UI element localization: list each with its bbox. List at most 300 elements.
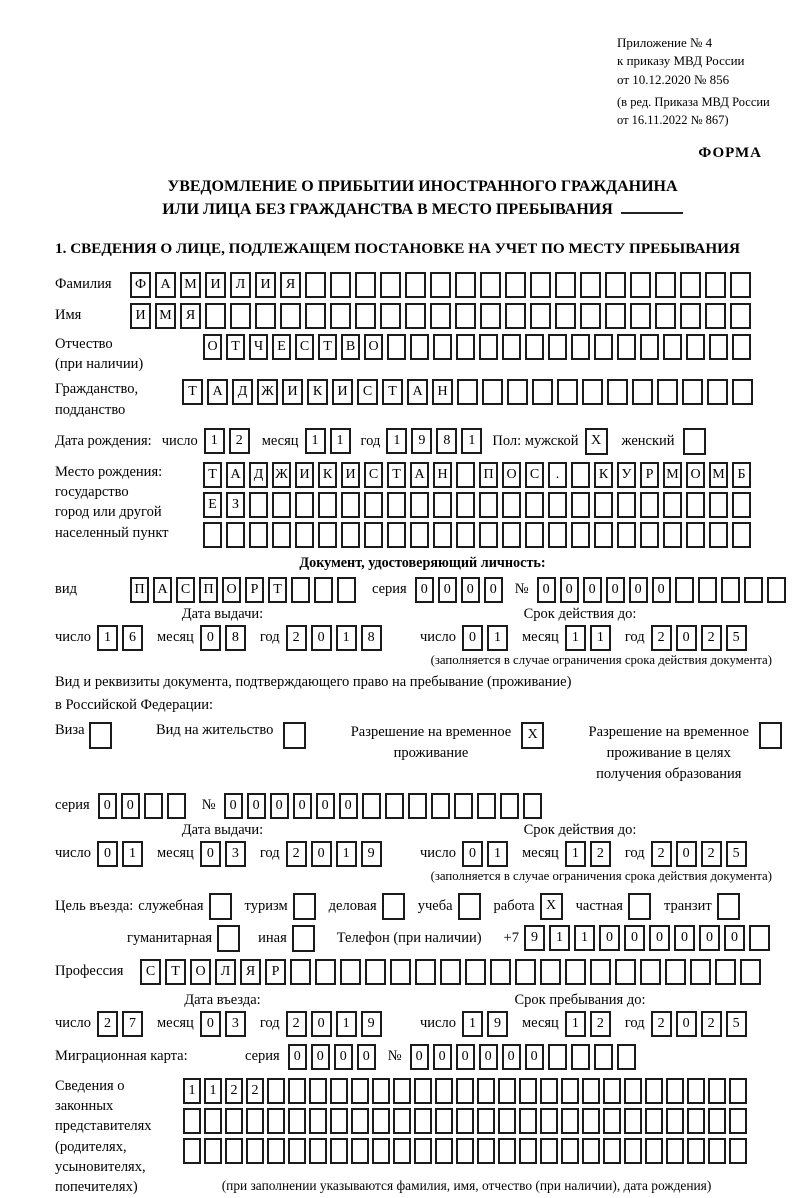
form-cell[interactable] xyxy=(617,492,636,518)
form-cell[interactable] xyxy=(433,492,452,518)
form-cell[interactable] xyxy=(479,492,498,518)
form-cell[interactable]: 8 xyxy=(436,428,457,454)
form-cell[interactable]: 1 xyxy=(462,1011,483,1037)
form-cell[interactable]: X xyxy=(521,722,544,749)
form-cell[interactable] xyxy=(715,959,736,985)
form-cell[interactable] xyxy=(465,959,486,985)
form-cell[interactable] xyxy=(525,492,544,518)
form-cell[interactable]: 1 xyxy=(330,428,351,454)
form-cell[interactable] xyxy=(456,1138,474,1164)
form-cell[interactable] xyxy=(280,303,301,329)
form-cell[interactable] xyxy=(498,1078,516,1104)
form-cell[interactable] xyxy=(630,303,651,329)
form-cell[interactable]: 1 xyxy=(183,1078,201,1104)
form-cell[interactable]: Т xyxy=(226,334,245,360)
residence-permit-checkbox[interactable] xyxy=(283,722,310,749)
form-cell[interactable] xyxy=(410,522,429,548)
form-cell[interactable]: П xyxy=(479,462,498,488)
form-cell[interactable] xyxy=(387,522,406,548)
form-cell[interactable] xyxy=(582,1108,600,1134)
form-cell[interactable] xyxy=(204,1108,222,1134)
form-cell[interactable]: Я xyxy=(240,959,261,985)
form-cell[interactable] xyxy=(456,522,475,548)
purpose-other-checkbox[interactable] xyxy=(292,925,319,952)
form-cell[interactable] xyxy=(283,722,306,749)
form-cell[interactable] xyxy=(435,1078,453,1104)
purpose-business-checkbox[interactable] xyxy=(382,893,409,920)
form-cell[interactable] xyxy=(502,492,521,518)
form-cell[interactable] xyxy=(507,379,528,405)
form-cell[interactable] xyxy=(477,1078,495,1104)
form-cell[interactable]: 0 xyxy=(438,577,457,603)
form-cell[interactable] xyxy=(729,1138,747,1164)
form-cell[interactable]: 0 xyxy=(433,1044,452,1070)
visa-checkbox[interactable] xyxy=(89,722,116,749)
form-cell[interactable] xyxy=(405,272,426,298)
form-cell[interactable]: С xyxy=(357,379,378,405)
form-cell[interactable] xyxy=(457,379,478,405)
form-cell[interactable] xyxy=(705,272,726,298)
form-cell[interactable] xyxy=(330,1138,348,1164)
form-cell[interactable] xyxy=(767,577,786,603)
form-cell[interactable] xyxy=(580,272,601,298)
form-cell[interactable]: Т xyxy=(165,959,186,985)
form-cell[interactable] xyxy=(183,1108,201,1134)
form-cell[interactable] xyxy=(561,1138,579,1164)
form-cell[interactable]: 0 xyxy=(652,577,671,603)
form-cell[interactable] xyxy=(295,522,314,548)
form-cell[interactable]: И xyxy=(205,272,226,298)
form-cell[interactable]: X xyxy=(585,428,608,455)
form-cell[interactable] xyxy=(519,1138,537,1164)
form-cell[interactable]: 0 xyxy=(724,925,745,951)
form-cell[interactable] xyxy=(628,893,651,920)
form-cell[interactable] xyxy=(482,379,503,405)
form-cell[interactable] xyxy=(540,1108,558,1134)
form-cell[interactable]: П xyxy=(199,577,218,603)
form-cell[interactable]: 0 xyxy=(200,841,221,867)
form-cell[interactable] xyxy=(686,492,705,518)
form-cell[interactable]: С xyxy=(295,334,314,360)
form-cell[interactable]: 0 xyxy=(98,793,117,819)
form-cell[interactable] xyxy=(456,334,475,360)
form-cell[interactable]: Л xyxy=(230,272,251,298)
form-cell[interactable] xyxy=(666,1108,684,1134)
form-cell[interactable]: Т xyxy=(182,379,203,405)
form-cell[interactable] xyxy=(663,492,682,518)
form-cell[interactable] xyxy=(730,303,751,329)
form-cell[interactable]: 1 xyxy=(97,625,118,651)
form-cell[interactable]: 2 xyxy=(590,841,611,867)
form-cell[interactable] xyxy=(385,793,404,819)
form-cell[interactable] xyxy=(410,334,429,360)
form-cell[interactable]: С xyxy=(140,959,161,985)
form-cell[interactable] xyxy=(225,1108,243,1134)
form-cell[interactable] xyxy=(655,272,676,298)
form-cell[interactable]: 3 xyxy=(225,841,246,867)
form-cell[interactable] xyxy=(291,577,310,603)
form-cell[interactable] xyxy=(410,492,429,518)
form-cell[interactable] xyxy=(540,1138,558,1164)
form-cell[interactable] xyxy=(721,577,740,603)
form-cell[interactable] xyxy=(209,893,232,920)
form-cell[interactable] xyxy=(246,1138,264,1164)
form-cell[interactable]: Е xyxy=(272,334,291,360)
form-cell[interactable] xyxy=(557,379,578,405)
form-cell[interactable]: 0 xyxy=(293,793,312,819)
form-cell[interactable]: 2 xyxy=(701,1011,722,1037)
form-cell[interactable] xyxy=(372,1078,390,1104)
form-cell[interactable]: 2 xyxy=(701,841,722,867)
form-cell[interactable]: 1 xyxy=(565,841,586,867)
form-cell[interactable] xyxy=(167,793,186,819)
form-cell[interactable]: О xyxy=(222,577,241,603)
form-cell[interactable]: 0 xyxy=(676,841,697,867)
form-cell[interactable] xyxy=(477,793,496,819)
form-cell[interactable] xyxy=(594,334,613,360)
form-cell[interactable] xyxy=(665,959,686,985)
form-cell[interactable]: 0 xyxy=(525,1044,544,1070)
form-cell[interactable]: 0 xyxy=(200,1011,221,1037)
form-cell[interactable] xyxy=(582,1138,600,1164)
form-cell[interactable] xyxy=(351,1138,369,1164)
form-cell[interactable]: М xyxy=(180,272,201,298)
form-cell[interactable] xyxy=(605,272,626,298)
form-cell[interactable] xyxy=(272,522,291,548)
form-cell[interactable]: Л xyxy=(215,959,236,985)
form-cell[interactable] xyxy=(309,1078,327,1104)
form-cell[interactable]: 0 xyxy=(676,625,697,651)
form-cell[interactable]: Е xyxy=(203,492,222,518)
form-cell[interactable]: . xyxy=(548,462,567,488)
form-cell[interactable] xyxy=(500,793,519,819)
form-cell[interactable] xyxy=(435,1108,453,1134)
form-cell[interactable] xyxy=(590,959,611,985)
form-cell[interactable] xyxy=(687,1078,705,1104)
form-cell[interactable] xyxy=(708,1108,726,1134)
form-cell[interactable] xyxy=(502,522,521,548)
form-cell[interactable] xyxy=(272,492,291,518)
form-cell[interactable] xyxy=(530,272,551,298)
form-cell[interactable] xyxy=(686,522,705,548)
form-cell[interactable] xyxy=(372,1138,390,1164)
form-cell[interactable]: 0 xyxy=(699,925,720,951)
form-cell[interactable] xyxy=(663,522,682,548)
form-cell[interactable] xyxy=(617,334,636,360)
form-cell[interactable] xyxy=(477,1138,495,1164)
form-cell[interactable] xyxy=(730,272,751,298)
form-cell[interactable]: А xyxy=(153,577,172,603)
form-cell[interactable]: 0 xyxy=(484,577,503,603)
form-cell[interactable]: К xyxy=(594,462,613,488)
form-cell[interactable] xyxy=(267,1108,285,1134)
form-cell[interactable]: 0 xyxy=(456,1044,475,1070)
form-cell[interactable] xyxy=(607,379,628,405)
form-cell[interactable] xyxy=(502,334,521,360)
form-cell[interactable]: 0 xyxy=(270,793,289,819)
form-cell[interactable] xyxy=(337,577,356,603)
form-cell[interactable] xyxy=(690,959,711,985)
form-cell[interactable]: М xyxy=(155,303,176,329)
form-cell[interactable] xyxy=(505,272,526,298)
form-cell[interactable] xyxy=(408,793,427,819)
form-cell[interactable]: В xyxy=(341,334,360,360)
form-cell[interactable] xyxy=(341,492,360,518)
form-cell[interactable] xyxy=(603,1078,621,1104)
form-cell[interactable]: 0 xyxy=(311,1011,332,1037)
form-cell[interactable] xyxy=(414,1108,432,1134)
form-cell[interactable]: 0 xyxy=(121,793,140,819)
form-cell[interactable]: 6 xyxy=(122,625,143,651)
form-cell[interactable] xyxy=(433,522,452,548)
form-cell[interactable]: 0 xyxy=(311,841,332,867)
form-cell[interactable]: Д xyxy=(232,379,253,405)
form-cell[interactable] xyxy=(292,925,315,952)
form-cell[interactable]: 1 xyxy=(386,428,407,454)
form-cell[interactable] xyxy=(640,492,659,518)
form-cell[interactable] xyxy=(305,303,326,329)
form-cell[interactable] xyxy=(382,893,405,920)
form-cell[interactable]: 0 xyxy=(316,793,335,819)
form-cell[interactable]: 0 xyxy=(606,577,625,603)
form-cell[interactable] xyxy=(571,492,590,518)
form-cell[interactable]: 0 xyxy=(334,1044,353,1070)
form-cell[interactable]: 1 xyxy=(336,1011,357,1037)
form-cell[interactable] xyxy=(532,379,553,405)
form-cell[interactable] xyxy=(89,722,112,749)
form-cell[interactable] xyxy=(571,522,590,548)
form-cell[interactable]: М xyxy=(663,462,682,488)
form-cell[interactable] xyxy=(479,522,498,548)
purpose-transit-checkbox[interactable] xyxy=(717,893,744,920)
form-cell[interactable] xyxy=(393,1108,411,1134)
temporary-residence-checkbox[interactable] xyxy=(521,722,548,749)
form-cell[interactable]: 1 xyxy=(565,1011,586,1037)
form-cell[interactable]: 0 xyxy=(311,625,332,651)
form-cell[interactable]: 3 xyxy=(225,1011,246,1037)
form-cell[interactable]: М xyxy=(709,462,728,488)
form-cell[interactable] xyxy=(580,303,601,329)
form-cell[interactable] xyxy=(380,303,401,329)
form-cell[interactable]: 5 xyxy=(726,1011,747,1037)
form-cell[interactable]: 0 xyxy=(410,1044,429,1070)
form-cell[interactable]: 0 xyxy=(200,625,221,651)
purpose-private-checkbox[interactable] xyxy=(628,893,655,920)
form-cell[interactable] xyxy=(351,1078,369,1104)
form-cell[interactable] xyxy=(456,1108,474,1134)
education-residence-checkbox[interactable] xyxy=(759,722,786,749)
form-cell[interactable]: А xyxy=(226,462,245,488)
form-cell[interactable] xyxy=(505,303,526,329)
form-cell[interactable]: 1 xyxy=(590,625,611,651)
form-cell[interactable] xyxy=(456,462,475,488)
form-cell[interactable]: 5 xyxy=(726,625,747,651)
form-cell[interactable]: 2 xyxy=(229,428,250,454)
form-cell[interactable]: 0 xyxy=(97,841,118,867)
form-cell[interactable] xyxy=(686,334,705,360)
form-cell[interactable] xyxy=(749,925,770,951)
form-cell[interactable]: А xyxy=(410,462,429,488)
form-cell[interactable]: 0 xyxy=(502,1044,521,1070)
form-cell[interactable] xyxy=(571,1044,590,1070)
form-cell[interactable]: 1 xyxy=(122,841,143,867)
form-cell[interactable] xyxy=(708,1078,726,1104)
form-cell[interactable]: 0 xyxy=(599,925,620,951)
form-cell[interactable]: А xyxy=(407,379,428,405)
form-cell[interactable] xyxy=(571,334,590,360)
form-cell[interactable]: И xyxy=(282,379,303,405)
form-cell[interactable] xyxy=(732,379,753,405)
form-cell[interactable] xyxy=(698,577,717,603)
form-cell[interactable]: 0 xyxy=(479,1044,498,1070)
form-cell[interactable] xyxy=(645,1108,663,1134)
form-cell[interactable] xyxy=(249,492,268,518)
form-cell[interactable] xyxy=(433,334,452,360)
form-cell[interactable] xyxy=(540,1078,558,1104)
form-cell[interactable] xyxy=(561,1108,579,1134)
form-cell[interactable]: И xyxy=(332,379,353,405)
form-cell[interactable] xyxy=(480,272,501,298)
form-cell[interactable] xyxy=(341,522,360,548)
purpose-study-checkbox[interactable] xyxy=(458,893,485,920)
form-cell[interactable] xyxy=(666,1078,684,1104)
form-cell[interactable] xyxy=(680,303,701,329)
form-cell[interactable] xyxy=(561,1078,579,1104)
form-cell[interactable]: И xyxy=(255,272,276,298)
form-cell[interactable] xyxy=(729,1108,747,1134)
form-cell[interactable] xyxy=(640,522,659,548)
form-cell[interactable]: Р xyxy=(265,959,286,985)
form-cell[interactable] xyxy=(490,959,511,985)
form-cell[interactable] xyxy=(571,462,590,488)
form-cell[interactable]: У xyxy=(617,462,636,488)
form-cell[interactable] xyxy=(498,1108,516,1134)
form-cell[interactable]: О xyxy=(364,334,383,360)
form-cell[interactable] xyxy=(548,1044,567,1070)
form-cell[interactable] xyxy=(682,379,703,405)
form-cell[interactable]: 2 xyxy=(286,1011,307,1037)
form-cell[interactable]: И xyxy=(295,462,314,488)
form-cell[interactable]: 0 xyxy=(537,577,556,603)
form-cell[interactable] xyxy=(246,1108,264,1134)
form-cell[interactable]: И xyxy=(130,303,151,329)
form-cell[interactable]: 1 xyxy=(574,925,595,951)
form-cell[interactable] xyxy=(630,272,651,298)
form-cell[interactable] xyxy=(565,959,586,985)
form-cell[interactable]: 2 xyxy=(286,625,307,651)
form-cell[interactable] xyxy=(729,1078,747,1104)
purpose-official-checkbox[interactable] xyxy=(209,893,236,920)
form-cell[interactable] xyxy=(414,1138,432,1164)
form-cell[interactable] xyxy=(267,1078,285,1104)
form-cell[interactable] xyxy=(205,303,226,329)
form-cell[interactable] xyxy=(393,1138,411,1164)
form-cell[interactable]: 1 xyxy=(204,1078,222,1104)
form-cell[interactable] xyxy=(732,522,751,548)
form-cell[interactable] xyxy=(582,379,603,405)
form-cell[interactable]: 1 xyxy=(461,428,482,454)
form-cell[interactable]: К xyxy=(307,379,328,405)
form-cell[interactable]: 0 xyxy=(461,577,480,603)
form-cell[interactable]: А xyxy=(207,379,228,405)
form-cell[interactable] xyxy=(430,303,451,329)
form-cell[interactable] xyxy=(355,303,376,329)
form-cell[interactable]: 2 xyxy=(225,1078,243,1104)
form-cell[interactable] xyxy=(226,522,245,548)
form-cell[interactable] xyxy=(617,522,636,548)
gender-male-checkbox[interactable] xyxy=(585,428,612,455)
form-cell[interactable]: 0 xyxy=(583,577,602,603)
form-cell[interactable] xyxy=(456,1078,474,1104)
form-cell[interactable]: 5 xyxy=(726,841,747,867)
form-cell[interactable] xyxy=(183,1138,201,1164)
gender-female-checkbox[interactable] xyxy=(683,428,710,455)
form-cell[interactable] xyxy=(555,272,576,298)
form-cell[interactable] xyxy=(640,959,661,985)
purpose-tourism-checkbox[interactable] xyxy=(293,893,320,920)
form-cell[interactable] xyxy=(454,793,473,819)
form-cell[interactable] xyxy=(144,793,163,819)
form-cell[interactable] xyxy=(498,1138,516,1164)
form-cell[interactable] xyxy=(479,334,498,360)
form-cell[interactable] xyxy=(288,1138,306,1164)
form-cell[interactable] xyxy=(340,959,361,985)
form-cell[interactable] xyxy=(288,1078,306,1104)
form-cell[interactable] xyxy=(217,925,240,952)
form-cell[interactable] xyxy=(288,1108,306,1134)
form-cell[interactable] xyxy=(707,379,728,405)
form-cell[interactable] xyxy=(705,303,726,329)
form-cell[interactable]: Ф xyxy=(130,272,151,298)
form-cell[interactable]: А xyxy=(155,272,176,298)
form-cell[interactable] xyxy=(372,1108,390,1134)
form-cell[interactable]: 1 xyxy=(565,625,586,651)
form-cell[interactable]: Р xyxy=(640,462,659,488)
form-cell[interactable] xyxy=(204,1138,222,1164)
form-cell[interactable] xyxy=(594,1044,613,1070)
purpose-work-checkbox[interactable] xyxy=(540,893,567,920)
form-cell[interactable]: 0 xyxy=(676,1011,697,1037)
form-cell[interactable] xyxy=(330,1078,348,1104)
form-cell[interactable] xyxy=(435,1138,453,1164)
form-cell[interactable]: Н xyxy=(432,379,453,405)
form-cell[interactable] xyxy=(309,1108,327,1134)
form-cell[interactable] xyxy=(430,272,451,298)
form-cell[interactable] xyxy=(330,272,351,298)
form-cell[interactable]: П xyxy=(130,577,149,603)
form-cell[interactable]: 2 xyxy=(701,625,722,651)
form-cell[interactable] xyxy=(732,492,751,518)
form-cell[interactable]: 0 xyxy=(624,925,645,951)
form-cell[interactable] xyxy=(225,1138,243,1164)
form-cell[interactable]: 1 xyxy=(336,841,357,867)
form-cell[interactable]: 0 xyxy=(339,793,358,819)
form-cell[interactable]: Н xyxy=(433,462,452,488)
form-cell[interactable] xyxy=(709,522,728,548)
form-cell[interactable]: 2 xyxy=(97,1011,118,1037)
form-cell[interactable]: Д xyxy=(249,462,268,488)
form-cell[interactable]: 2 xyxy=(651,1011,672,1037)
form-cell[interactable] xyxy=(582,1078,600,1104)
form-cell[interactable] xyxy=(314,577,333,603)
form-cell[interactable]: 1 xyxy=(487,841,508,867)
form-cell[interactable]: Б xyxy=(732,462,751,488)
form-cell[interactable] xyxy=(330,1108,348,1134)
form-cell[interactable] xyxy=(666,1138,684,1164)
form-cell[interactable] xyxy=(717,893,740,920)
form-cell[interactable] xyxy=(687,1108,705,1134)
form-cell[interactable]: 8 xyxy=(225,625,246,651)
